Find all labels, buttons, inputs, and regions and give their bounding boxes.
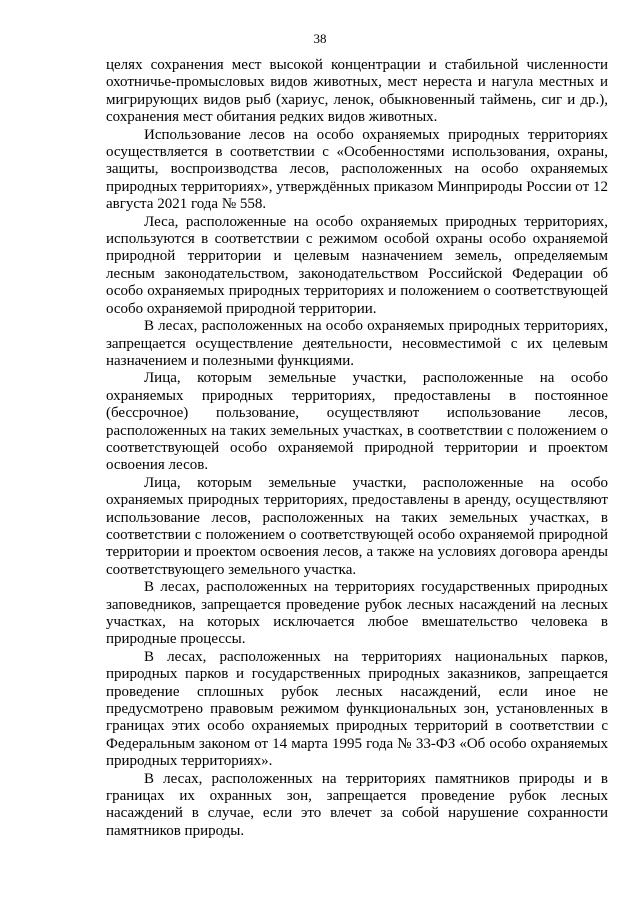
paragraph: В лесах, расположенных на территориях памятников природы и в границах их охранных зон, запрещается проведение рубок лесных насаждений в случае, если это влечет за собой нарушение сохранности памятников природы. bbox=[106, 770, 608, 839]
paragraph: Леса, расположенные на особо охраняемых природных территориях, используются в соответствии с режимом особой охраны особо охраняемой природной территории и целевым назначением земель, определяемым лесным законодательством, законодательством Российской Федерации об особо охраняемых природных территориях и положением о соответствующей особо охраняемой природной территории. bbox=[106, 213, 608, 317]
paragraph: В лесах, расположенных на особо охраняемых природных территориях, запрещается осуществление деятельности, несовместимой с их целевым назначением и полезными функциями. bbox=[106, 318, 608, 369]
paragraph: Лица, которым земельные участки, расположенные на особо охраняемых природных территориях, предоставлены в постоянное (бессрочное) пользование, осуществляют использование лесов, расположенных на таких земельных участках, в соответствии с положением о соответствующей особо охраняемой природной территории и проектом освоения лесов. bbox=[106, 370, 608, 474]
paragraph: В лесах, расположенных на территориях национальных парков, природных парков и государственных природных заказников, запрещается проведение сплошных рубок лесных насаждений, если иное не предусмотрено правовым режимом функциональных зон, установленных в границах этих особо охраняемых природных территорий в соответствии с Федеральным законом от 14 марта 1995 года № 33-ФЗ «Об особо охраняемых природных территориях». bbox=[106, 648, 608, 770]
body-text bbox=[106, 57, 608, 840]
page-number: 38 bbox=[313, 31, 327, 46]
paragraph: Лица, которым земельные участки, расположенные на особо охраняемых природных территориях, предоставлены в аренду, осуществляют использование лесов, расположенных на таких земельных участках, в соответствии с положением о соответствующей особо охраняемой природной территории и проектом освоения лесов, а также на условиях договора аренды соответствующего земельного участка. bbox=[106, 474, 608, 578]
paragraph: В лесах, расположенных на территориях государственных природных заповедников, запрещается проведение рубок лесных насаждений на лесных участках, на которых исключается любое вмешательство человека в природные процессы. bbox=[106, 579, 608, 648]
paragraph: Использование лесов на особо охраняемых природных территориях осуществляется в соответствии с «Особенностями использования, охраны, защиты, воспроизводства лесов, расположенных на особо охраняемых природных территориях», утверждённых приказом Минприроды России от 12 августа 2021 года № 558. bbox=[106, 126, 608, 213]
paragraph-continuation: целях сохранения мест высокой концентрации и стабильной численности охотничье-промысловых видов животных, мест нереста и нагула местных и мигрирующих видов рыб (хариус, ленок, обыкновенный таймень, сиг и др.), сохранения мест обитания редких видов животных. bbox=[106, 57, 608, 126]
